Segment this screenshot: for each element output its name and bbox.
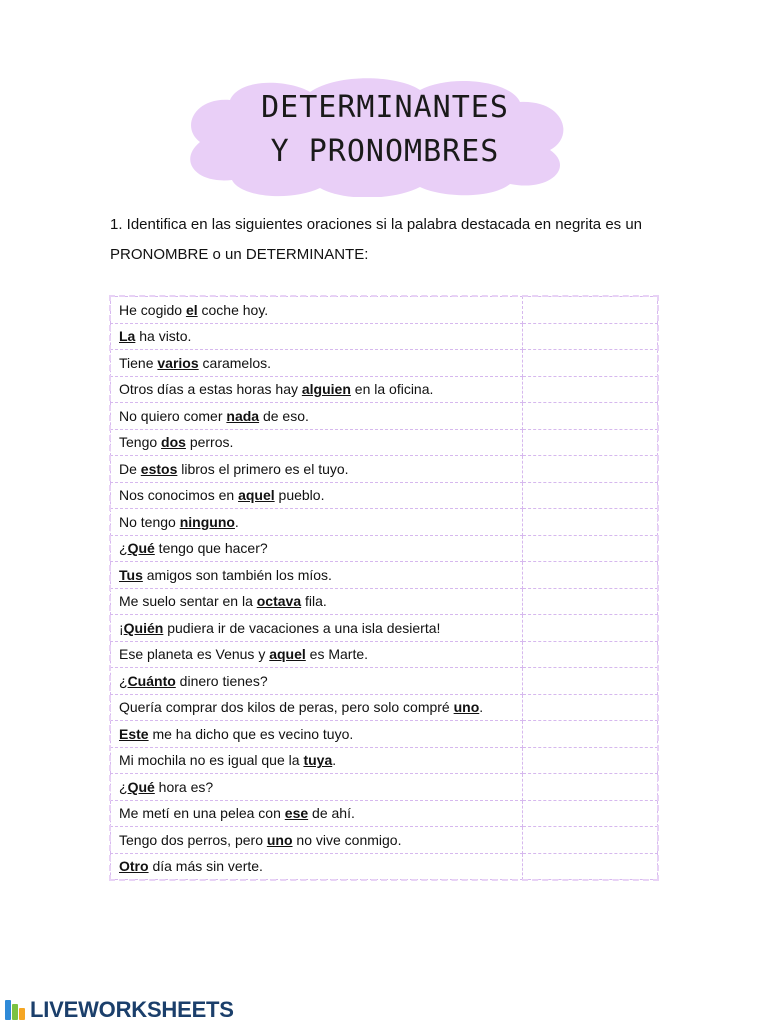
sentence-text-after: . [234,513,239,530]
sentence-text-before: Me metí en una pelea con [119,805,285,822]
sentence-text-after: ha visto. [135,328,192,345]
highlighted-word: nada [226,407,260,424]
sentence-cell [111,827,523,854]
answer-field[interactable] [523,350,658,377]
table-row [111,429,658,456]
answer-field[interactable] [523,509,658,536]
highlighted-word: el [185,301,198,318]
instructions-line-2: PRONOMBRE o un DETERMINANTE: [110,246,369,263]
sentence-cell [111,562,523,589]
highlighted-word: aquel [269,646,306,663]
sentence-text-before: No quiero comer [119,407,227,424]
highlighted-word: Este [119,725,149,742]
answer-field[interactable] [523,562,658,589]
sentence-cell [111,641,523,668]
highlighted-word: Qué [127,540,155,557]
table-row [111,535,658,562]
highlighted-word: ninguno [179,513,235,530]
highlighted-word: uno [266,831,293,848]
table-row [111,800,658,827]
table-row [111,641,658,668]
sentence-text-before: ¿ [119,540,128,557]
table-row [111,747,658,774]
sentence-text-after: coche hoy. [197,301,269,318]
highlighted-word: La [119,328,136,345]
title-line-1: DETERMINANTES [261,90,509,125]
highlighted-word: Qué [127,778,155,795]
sentence-text-before: Otros días a estas horas hay [119,381,302,398]
highlighted-word: uno [453,699,480,716]
sentence-cell [111,853,523,880]
sentence-text-before: Me suelo sentar en la [119,593,257,610]
highlighted-word: Tus [119,566,143,583]
instructions-line-1: 1. Identifica en las siguientes oraciones si la palabra destacada en negrita es un [110,216,643,233]
table-row [111,376,658,403]
sentence-text-after: de eso. [259,407,309,424]
table-row [111,297,658,324]
sentence-text-before: De [119,460,141,477]
highlighted-word: Quién [123,619,164,636]
highlighted-word: dos [161,434,186,451]
sentence-cell [111,376,523,403]
table-row [111,721,658,748]
answer-field[interactable] [523,535,658,562]
sentence-cell [111,297,523,324]
liveworksheets-logo-text: LIVEWORKSHEETS [30,997,234,1022]
sentence-text-before: He cogido [119,301,186,318]
answer-field[interactable] [523,588,658,615]
table-row [111,350,658,377]
sentence-cell [111,535,523,562]
sentence-cell [111,721,523,748]
table-row [111,482,658,509]
answer-field[interactable] [523,800,658,827]
sentence-text-after: de ahí. [308,805,355,822]
table-row [111,694,658,721]
sentence-cell [111,429,523,456]
highlighted-word: Otro [119,858,149,875]
answer-field[interactable] [523,694,658,721]
answer-field[interactable] [523,668,658,695]
table-row [111,853,658,880]
highlighted-word: octava [256,593,302,610]
sentence-cell [111,774,523,801]
answer-field[interactable] [523,297,658,324]
sentence-cell [111,323,523,350]
sentence-text-after: caramelos. [198,354,271,371]
answer-field[interactable] [523,721,658,748]
answer-field[interactable] [523,641,658,668]
sentence-text-after: es Marte. [305,646,369,663]
sentence-cell [111,668,523,695]
highlighted-word: alguien [301,381,351,398]
table-row [111,509,658,536]
sentence-text-before: Mi mochila no es igual que la [119,752,304,769]
table-row [111,456,658,483]
answer-field[interactable] [523,747,658,774]
sentence-cell [111,403,523,430]
sentence-text-after: perros. [185,434,234,451]
table-row [111,562,658,589]
sentence-cell [111,694,523,721]
sentence-text-before: Ese planeta es Venus y [119,646,270,663]
answer-field[interactable] [523,853,658,880]
sentence-text-before: ¡ [119,619,124,636]
highlighted-word: estos [140,460,178,477]
sentence-text-after: tengo que hacer? [154,540,268,557]
sentence-text-after: . [479,699,484,716]
page-title [200,86,570,174]
answer-field[interactable] [523,376,658,403]
sentence-cell [111,588,523,615]
sentence-cell [111,509,523,536]
sentence-text-after: hora es? [154,778,214,795]
highlighted-word: aquel [238,487,275,504]
sentence-text-before: Quería comprar dos kilos de peras, pero solo compré [119,699,454,716]
table-row [111,774,658,801]
answer-field[interactable] [523,482,658,509]
sentence-text-before: Nos conocimos en [119,487,239,504]
liveworksheets-logo [4,996,234,1024]
instructions [110,210,670,270]
table-row [111,403,658,430]
sentence-cell [111,456,523,483]
sentence-text-after: no vive conmigo. [292,831,402,848]
table-row [111,827,658,854]
sentence-text-after: amigos son también los míos. [142,566,332,583]
sentence-cell [111,747,523,774]
sentence-text-after: en la oficina. [350,381,434,398]
answer-field[interactable] [523,429,658,456]
answer-field[interactable] [523,774,658,801]
sentence-text-after: me ha dicho que es vecino tuyo. [148,725,354,742]
table-row [111,323,658,350]
table-row [111,668,658,695]
sentence-text-after: día más sin verte. [148,858,263,875]
sentence-text-before: ¿ [119,778,128,795]
title-line-2: Y PRONOMBRES [270,134,500,169]
answer-field[interactable] [523,323,658,350]
sentence-text-before: Tengo dos perros, pero [119,831,267,848]
sentence-cell [111,800,523,827]
highlighted-word: varios [157,354,199,371]
answer-field[interactable] [523,827,658,854]
sentence-text-before: ¿ [119,672,128,689]
sentence-cell [111,350,523,377]
sentence-text-after: pueblo. [274,487,325,504]
answer-field[interactable] [523,403,658,430]
exercise-table [110,296,658,880]
highlighted-word: ese [284,805,309,822]
answer-field[interactable] [523,456,658,483]
table-row [111,615,658,642]
sentence-cell [111,482,523,509]
sentence-text-after: dinero tienes? [175,672,268,689]
sentence-text-after: . [332,752,337,769]
table-row [111,588,658,615]
highlighted-word: Cuánto [127,672,176,689]
highlighted-word: tuya [303,752,333,769]
sentence-text-before: Tiene [119,354,158,371]
answer-field[interactable] [523,615,658,642]
sentence-text-after: fila. [301,593,327,610]
sentence-text-before: No tengo [119,513,180,530]
sentence-text-after: libros el primero es el tuyo. [177,460,349,477]
sentence-text-after: pudiera ir de vacaciones a una isla desierta! [163,619,441,636]
sentence-cell [111,615,523,642]
liveworksheets-logo-icon [4,998,28,1022]
sentence-text-before: Tengo [119,434,162,451]
